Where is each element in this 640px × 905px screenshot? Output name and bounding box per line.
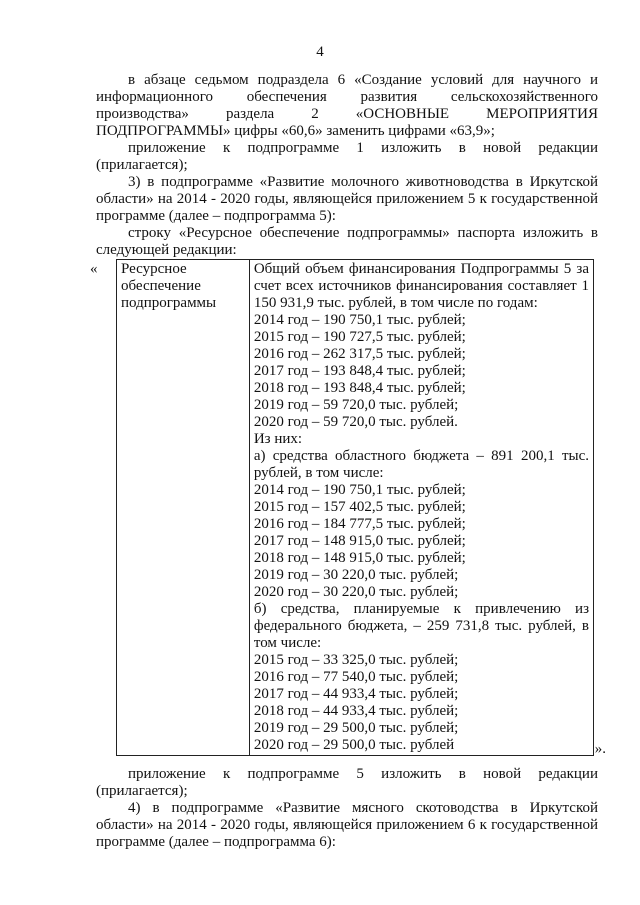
federal-years-list xyxy=(254,652,589,754)
year-line: 2018 год – 148 915,0 тыс. рублей; xyxy=(253,550,466,566)
regional-intro: а) средства областного бюджета – 891 200,1 тыс. рублей, в том числе: xyxy=(253,448,589,481)
paragraph-6: 4) в подпрограмме «Развитие мясного скотоводства в Иркутской области» на 2014 - 2020 годы, являющейся приложением 6 к государственной программе (далее – подпрограмма 6): xyxy=(96,800,598,850)
year-line: 2015 год – 33 325,0 тыс. рублей; xyxy=(253,652,459,668)
year-line: 2015 год – 190 727,5 тыс. рублей; xyxy=(253,329,466,345)
total-intro: Общий объем финансирования Подпрограммы 5 за счет всех источников финансирования составляет 1 150 931,9 тыс. рублей, в том числе по годам: xyxy=(253,261,589,311)
of-them-label: Из них: xyxy=(253,431,303,447)
total-years-list xyxy=(254,312,589,431)
federal-intro: б) средства, планируемые к привлечению из федерального бюджета, – 259 731,8 тыс. рублей, в том числе: xyxy=(253,601,589,651)
year-line: 2015 год – 157 402,5 тыс. рублей; xyxy=(253,499,466,515)
paragraph-5: приложение к подпрограмме 5 изложить в новой редакции (прилагается); xyxy=(96,766,598,799)
year-line: 2018 год – 193 848,4 тыс. рублей; xyxy=(253,380,466,396)
year-line: 2017 год – 148 915,0 тыс. рублей; xyxy=(253,533,466,549)
year-line: 2019 год – 29 500,0 тыс. рублей; xyxy=(253,720,459,736)
year-line: 2019 год – 59 720,0 тыс. рублей; xyxy=(253,397,459,413)
regional-years-list xyxy=(254,482,589,601)
paragraph-3: 3) в подпрограмме «Развитие молочного животноводства в Иркутской области» на 2014 - 2020 годы, являющейся приложением 5 к государственной программе (далее – подпрограмма 5): xyxy=(96,174,598,224)
year-line: 2014 год – 190 750,1 тыс. рублей; xyxy=(253,312,466,328)
paragraph-1: в абзаце седьмом подраздела 6 «Создание условий для научного и информационного обеспечения развития сельскохозяйственного производства» раздела 2 «ОСНОВНЫЕ МЕРОПРИЯТИЯ ПОДПРОГРАММЫ» цифры «60,6» заменить цифрами «63,9»; xyxy=(96,72,598,139)
year-line: 2020 год – 59 720,0 тыс. рублей. xyxy=(253,414,458,430)
year-line: 2019 год – 30 220,0 тыс. рублей; xyxy=(253,567,459,583)
page-number: 4 xyxy=(316,44,324,60)
year-line: 2016 год – 77 540,0 тыс. рублей; xyxy=(253,669,459,685)
year-line: 2018 год – 44 933,4 тыс. рублей; xyxy=(253,703,459,719)
year-line: 2020 год – 30 220,0 тыс. рублей; xyxy=(253,584,459,600)
resource-table-block xyxy=(90,259,606,757)
opening-quote: « xyxy=(90,261,98,277)
document-body xyxy=(90,72,606,851)
year-line: 2017 год – 44 933,4 тыс. рублей; xyxy=(253,686,459,702)
year-line: 2017 год – 193 848,4 тыс. рублей; xyxy=(253,363,466,379)
year-line: 2014 год – 190 750,1 тыс. рублей; xyxy=(253,482,466,498)
year-line: 2016 год – 262 317,5 тыс. рублей; xyxy=(253,346,466,362)
table-row xyxy=(117,260,594,756)
table-value-cell xyxy=(249,260,593,756)
paragraph-2: приложение к подпрограмме 1 изложить в новой редакции (прилагается); xyxy=(96,140,598,173)
closing-quote: ». xyxy=(594,741,606,757)
table-label-cell: Ресурсное обеспечение подпрограммы xyxy=(117,260,250,756)
year-line: 2020 год – 29 500,0 тыс. рублей xyxy=(253,737,455,753)
year-line: 2016 год – 184 777,5 тыс. рублей; xyxy=(253,516,466,532)
resource-table xyxy=(116,259,594,756)
paragraph-4: строку «Ресурсное обеспечение подпрограммы» паспорта изложить в следующей редакции: xyxy=(96,225,598,258)
